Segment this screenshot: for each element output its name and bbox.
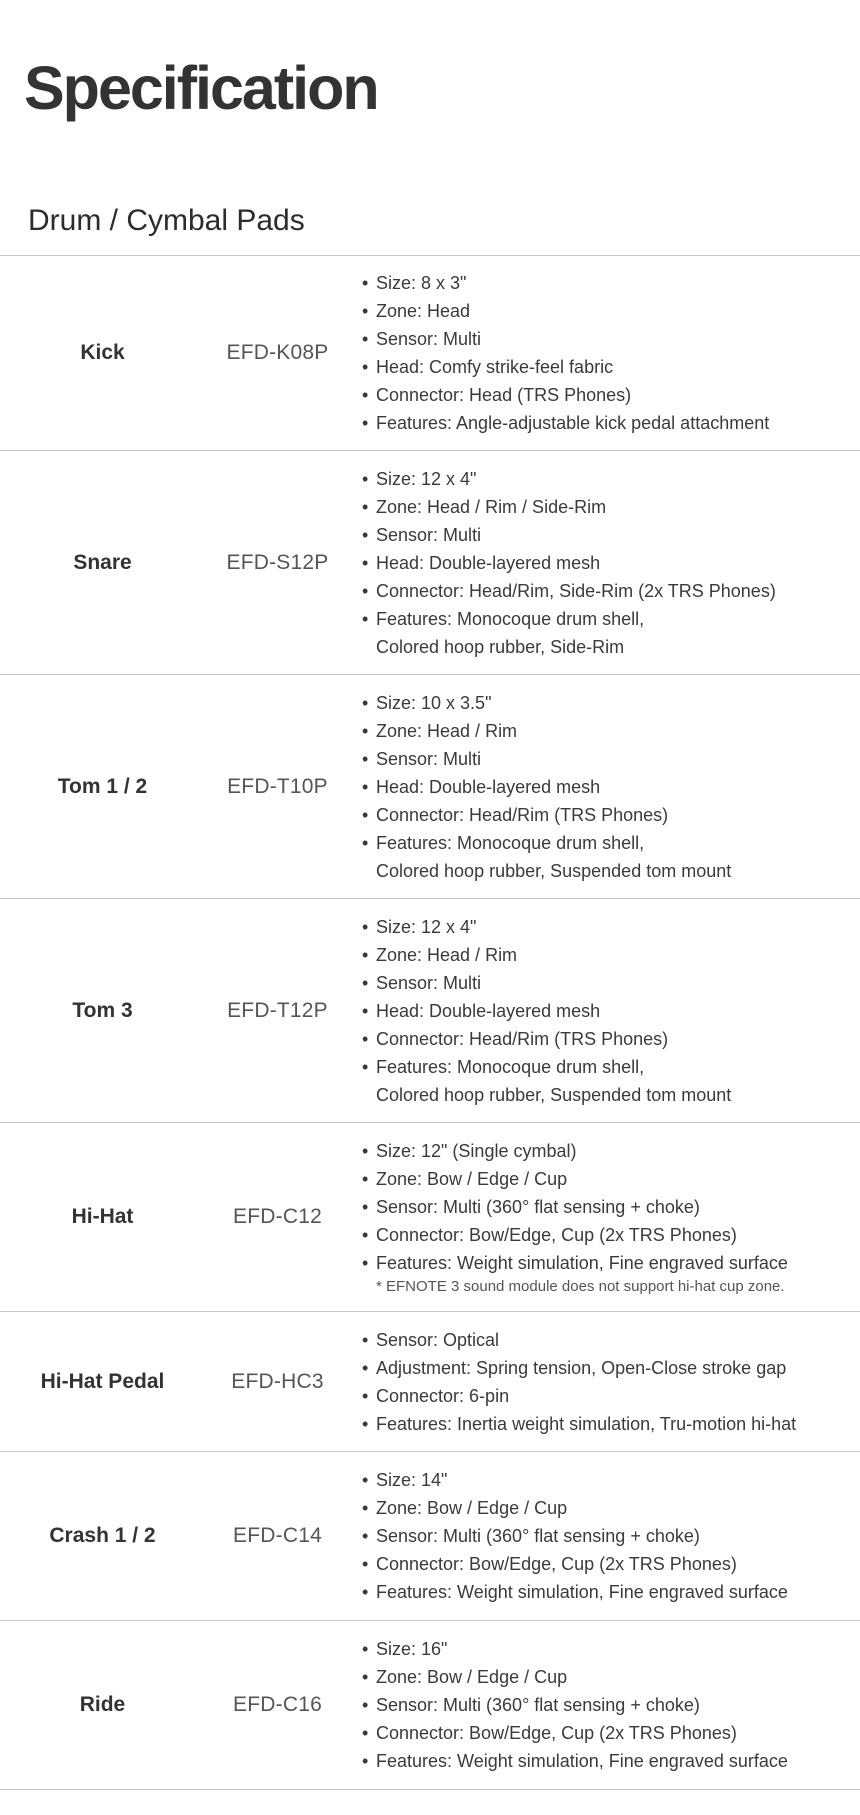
feature-text: Size: 14" [376,1470,448,1490]
component-name: Crash 1 / 2 [49,1524,156,1547]
feature-list [360,269,860,437]
feature-list [360,465,860,661]
spec-row [0,675,860,899]
spec-row [0,451,860,675]
feature-cell [350,1326,860,1438]
feature-item [360,913,860,941]
component-name: Hi-Hat [71,1205,134,1228]
feature-item [360,1354,860,1382]
section-title: Drum / Cymbal Pads [28,204,305,237]
spec-row [0,899,860,1123]
feature-item [360,801,860,829]
feature-text: Features: Weight simulation, Fine engraved surface [376,1253,788,1273]
feature-text: Adjustment: Spring tension, Open-Close stroke gap [376,1357,787,1378]
feature-item [360,997,860,1025]
feature-text: Sensor: Multi [376,524,482,545]
feature-text: Sensor: Multi (360° flat sensing + choke) [376,1526,700,1546]
feature-cell [350,465,860,661]
feature-item [360,1326,860,1354]
page-title: Specification [24,54,378,122]
feature-text: Zone: Bow / Edge / Cup [376,1498,568,1518]
feature-cell [350,913,860,1109]
feature-item [360,1719,860,1747]
feature-text: Head: Double-layered mesh [376,1000,601,1021]
feature-item [360,1382,860,1410]
model-number: EFD-HC3 [231,1369,324,1393]
feature-list [360,1466,860,1606]
feature-cell [350,1635,860,1775]
spec-table [0,255,860,1790]
feature-item [360,829,860,885]
feature-item [360,1249,860,1277]
model-number: EFD-T10P [227,774,328,798]
feature-text: Size: 10 x 3.5" [376,692,492,713]
feature-text: Sensor: Multi [376,748,482,769]
feature-item [360,521,860,549]
component-name: Tom 3 [72,998,133,1022]
feature-text: Zone: Bow / Edge / Cup [376,1169,568,1189]
feature-item [360,269,860,297]
feature-text: Connector: Bow/Edge, Cup (2x TRS Phones) [376,1225,737,1245]
feature-item [360,1494,860,1522]
feature-text: Head: Double-layered mesh [376,552,601,573]
feature-text: Head: Comfy strike-feel fabric [376,357,614,377]
feature-item [360,1747,860,1775]
feature-item [360,1053,860,1109]
model-number: EFD-K08P [226,341,329,364]
feature-text: Features: Weight simulation, Fine engraved surface [376,1751,788,1771]
model-number: EFD-C12 [233,1205,322,1228]
spec-row [0,1312,860,1452]
component-name: Snare [73,550,132,574]
feature-text: Features: Angle-adjustable kick pedal attachment [376,413,770,433]
feature-item [360,549,860,577]
model-number: EFD-S12P [226,550,329,574]
feature-text: Sensor: Optical [376,1329,500,1350]
feature-text: Zone: Bow / Edge / Cup [376,1667,568,1687]
feature-text: Connector: Head/Rim (TRS Phones) [376,1028,669,1049]
feature-item [360,1165,860,1193]
feature-item [360,773,860,801]
spec-row [0,256,860,451]
feature-item [360,1578,860,1606]
feature-continuation: Colored hoop rubber, Side-Rim [376,636,625,657]
feature-text: Connector: Bow/Edge, Cup (2x TRS Phones) [376,1723,737,1743]
feature-item [360,1550,860,1578]
feature-text: Zone: Head / Rim [376,944,518,965]
feature-item [360,1221,860,1249]
feature-item [360,353,860,381]
feature-item [360,577,860,605]
model-number: EFD-C14 [233,1524,322,1547]
feature-text: Connector: Bow/Edge, Cup (2x TRS Phones) [376,1554,737,1574]
feature-text: Size: 8 x 3" [376,273,467,293]
feature-cell [350,269,860,437]
feature-item [360,297,860,325]
component-name: Hi-Hat Pedal [40,1369,165,1393]
feature-text: Size: 12" (Single cymbal) [376,1141,577,1161]
feature-list [360,1326,860,1438]
feature-list [360,1635,860,1775]
spec-row [0,1123,860,1312]
feature-text: Size: 12 x 4" [376,916,477,937]
feature-item [360,1410,860,1438]
feature-item [360,325,860,353]
feature-note: * EFNOTE 3 sound module does not support hi-hat cup zone. [376,1278,785,1295]
feature-text: Sensor: Multi [376,972,482,993]
feature-text: Sensor: Multi (360° flat sensing + choke) [376,1197,700,1217]
feature-item [360,1522,860,1550]
model-number: EFD-T12P [227,998,328,1022]
feature-item [360,1137,860,1165]
feature-list [360,913,860,1109]
feature-text: Features: Monocoque drum shell, [376,608,645,629]
feature-text: Sensor: Multi [376,329,482,349]
feature-item [360,717,860,745]
feature-text: Connector: Head/Rim, Side-Rim (2x TRS Phones) [376,580,776,601]
feature-list [360,689,860,885]
feature-cell [350,1466,860,1606]
component-name: Tom 1 / 2 [57,774,148,798]
feature-item [360,605,860,661]
feature-item [360,941,860,969]
feature-text: Head: Double-layered mesh [376,776,601,797]
feature-cell [350,1137,860,1297]
feature-item [360,1635,860,1663]
feature-item [360,1663,860,1691]
spec-row [0,1452,860,1621]
feature-text: Zone: Head / Rim [376,720,518,741]
feature-item [360,745,860,773]
feature-cell [350,689,860,885]
feature-item [360,1466,860,1494]
feature-continuation: Colored hoop rubber, Suspended tom mount [376,860,732,881]
feature-item [360,689,860,717]
feature-item [360,1691,860,1719]
feature-item [360,381,860,409]
feature-text: Features: Inertia weight simulation, Tru-motion hi-hat [376,1413,797,1434]
feature-continuation: Colored hoop rubber, Suspended tom mount [376,1084,732,1105]
feature-list [360,1137,860,1277]
feature-text: Sensor: Multi (360° flat sensing + choke) [376,1695,700,1715]
feature-item [360,493,860,521]
feature-text: Connector: Head/Rim (TRS Phones) [376,804,669,825]
feature-text: Connector: Head (TRS Phones) [376,385,632,405]
feature-text: Features: Monocoque drum shell, [376,1056,645,1077]
feature-item [360,1193,860,1221]
feature-text: Zone: Head [376,301,471,321]
feature-text: Size: 12 x 4" [376,468,477,489]
feature-text: Size: 16" [376,1639,448,1659]
spec-row [0,1621,860,1790]
feature-text: Features: Monocoque drum shell, [376,832,645,853]
component-name: Ride [79,1693,126,1716]
feature-item [360,465,860,493]
feature-text: Features: Weight simulation, Fine engraved surface [376,1582,788,1602]
feature-item [360,409,860,437]
component-name: Kick [80,341,125,364]
model-number: EFD-C16 [233,1693,322,1716]
feature-text: Zone: Head / Rim / Side-Rim [376,496,607,517]
feature-text: Connector: 6-pin [376,1385,510,1406]
feature-item [360,969,860,997]
feature-item [360,1025,860,1053]
